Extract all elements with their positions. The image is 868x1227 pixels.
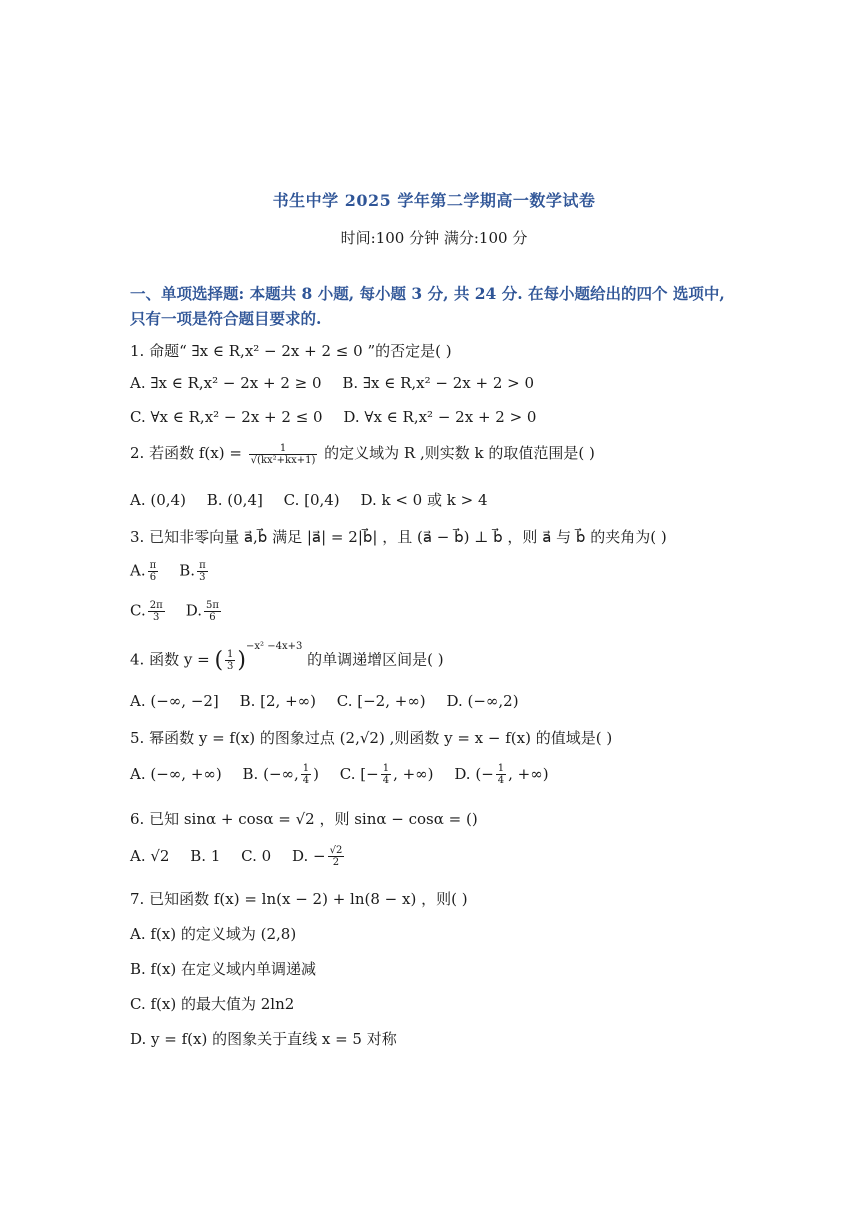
q6-option-c: C. 0	[241, 846, 272, 865]
q3-a-num: π	[149, 560, 157, 571]
q2-prefix: 2. 若函数 f(x) =	[130, 444, 247, 462]
q5-b-num: 1	[302, 763, 310, 774]
q6-d-fraction	[328, 845, 345, 868]
section-heading-line2: 只有一项是符合题目要求的.	[130, 309, 322, 328]
q3-a-den: 6	[149, 572, 157, 583]
q3-option-b-label: B.	[179, 561, 196, 580]
q4-base-num: 1	[227, 649, 234, 660]
q4-base-den: 3	[227, 661, 234, 672]
q6-options	[130, 845, 362, 868]
q4-paren-open: (	[214, 648, 224, 673]
q1-options-ab	[130, 374, 550, 392]
q4-stem	[130, 640, 444, 673]
q2-fraction	[249, 443, 318, 466]
q6-option-b: B. 1	[190, 846, 221, 865]
q5-c-label: C. [−	[339, 764, 379, 783]
q3-c-num: 2π	[149, 600, 163, 611]
q5-stem: 5. 幂函数 y = f(x) 的图象过点 (2,√2) ,则函数 y = x − f(x) 的值域是( )	[130, 729, 613, 747]
q6-option-a: A. √2	[130, 846, 170, 865]
q4-option-d: D. (−∞,2)	[446, 692, 519, 710]
section-heading-line1: 一、单项选择题: 本题共 8 小题, 每小题 3 分, 共 24 分. 在每小题给出的四个 选项中,	[130, 284, 725, 303]
q2-option-c: C. [0,4)	[283, 491, 340, 509]
q1-option-a: A. ∃x ∈ R,x² − 2x + 2 ≥ 0	[130, 374, 322, 392]
q2-option-d: D. k < 0 或 k > 4	[360, 491, 488, 509]
q5-c-fraction	[381, 763, 391, 786]
q2-stem	[130, 442, 595, 466]
q1-stem: 1. 命题“ ∃x ∈ R,x² − 2x + 2 ≤ 0 ”的否定是( )	[130, 342, 452, 360]
q1-option-b: B. ∃x ∈ R,x² − 2x + 2 > 0	[342, 374, 535, 392]
q5-b-close: )	[313, 764, 320, 783]
q3-c-den: 3	[153, 612, 160, 623]
q1-options-cd	[130, 408, 552, 426]
q7-stem: 7. 已知函数 f(x) = ln(x − 2) + ln(8 − x) ，则( )	[130, 890, 468, 908]
q3-options-ab	[130, 560, 210, 583]
q3-d-num: 5π	[206, 600, 219, 611]
q3-d-den: 6	[209, 612, 216, 623]
q5-option-b	[242, 763, 320, 786]
q4-option-a: A. (−∞, −2]	[130, 692, 219, 710]
q5-b-den: 4	[302, 775, 310, 786]
q2-options	[130, 489, 504, 510]
q5-c-num: 1	[382, 763, 390, 774]
q4-prefix: 4. 函数 y =	[130, 650, 215, 669]
q4-base-fraction	[225, 649, 235, 672]
q5-option-a: A. (−∞, +∞)	[130, 764, 222, 783]
q4-options	[130, 692, 535, 710]
q3-stem: 3. 已知非零向量 a⃗,b⃗ 满足 |a⃗| = 2|b⃗| ，且 (a⃗ − b⃗) ⊥ b⃗ ，则 a⃗ 与 b⃗ 的夹角为( )	[130, 528, 667, 546]
section-heading	[130, 281, 750, 331]
q7-option-d: D. y = f(x) 的图象关于直线 x = 5 对称	[130, 1030, 397, 1048]
q4-paren-close: )	[237, 648, 246, 673]
q5-d-num: 1	[497, 763, 505, 774]
q3-option-d-fraction	[204, 600, 221, 623]
q3-b-den: 3	[199, 572, 206, 583]
q6-d-label: D. −	[291, 846, 326, 865]
q5-c-close: , +∞)	[393, 764, 434, 783]
q5-d-fraction	[496, 763, 506, 786]
q6-stem: 6. 已知 sinα + cosα = √2 ，则 sinα − cosα = ()	[130, 810, 478, 828]
q6-option-d	[291, 845, 346, 868]
q6-d-den: 2	[332, 857, 340, 868]
q3-option-a-label: A.	[130, 561, 146, 580]
q5-d-label: D. (−	[454, 764, 494, 783]
q7-option-c: C. f(x) 的最大值为 2ln2	[130, 995, 295, 1013]
q3-option-c-fraction	[148, 600, 165, 623]
q1-option-d: D. ∀x ∈ R,x² − 2x + 2 > 0	[343, 408, 537, 426]
q3-options-cd	[130, 600, 223, 623]
q4-option-b: B. [2, +∞)	[239, 692, 316, 710]
q5-d-close: , +∞)	[508, 764, 549, 783]
exam-title: 书生中学 2025 学年第二学期高一数学试卷	[272, 191, 596, 210]
q5-option-c	[339, 763, 434, 786]
q5-option-d	[454, 763, 549, 786]
q2-frac-num: 1	[249, 443, 318, 455]
q2-suffix: 的定义域为 R ,则实数 k 的取值范围是( )	[319, 444, 595, 462]
q4-option-c: C. [−2, +∞)	[336, 692, 426, 710]
q7-option-b: B. f(x) 在定义域内单调递减	[130, 960, 317, 978]
q4-exponent: −x² −4x+3	[246, 640, 303, 652]
q6-d-num: √2	[329, 845, 343, 856]
q2-option-b: B. (0,4]	[206, 491, 263, 509]
q2-option-a: A. (0,4)	[130, 491, 186, 509]
q3-option-c-label: C.	[130, 601, 146, 620]
q5-options	[130, 763, 565, 786]
q2-frac-den: √(kx²+kx+1)	[250, 454, 316, 466]
q1-option-c: C. ∀x ∈ R,x² − 2x + 2 ≤ 0	[130, 408, 323, 426]
q5-c-den: 4	[382, 775, 390, 786]
q3-option-a-fraction	[148, 560, 159, 583]
q5-d-den: 4	[497, 775, 505, 786]
q5-b-fraction	[301, 763, 311, 786]
q4-suffix: 的单调递增区间是( )	[302, 650, 444, 669]
q3-option-d-label: D.	[185, 601, 202, 620]
q3-option-b-fraction	[197, 560, 208, 583]
q3-b-num: π	[199, 560, 206, 571]
exam-subtitle: 时间:100 分钟 满分:100 分	[340, 229, 528, 247]
q5-b-label: B. (−∞,	[242, 764, 299, 783]
q7-option-a: A. f(x) 的定义域为 (2,8)	[130, 925, 297, 943]
